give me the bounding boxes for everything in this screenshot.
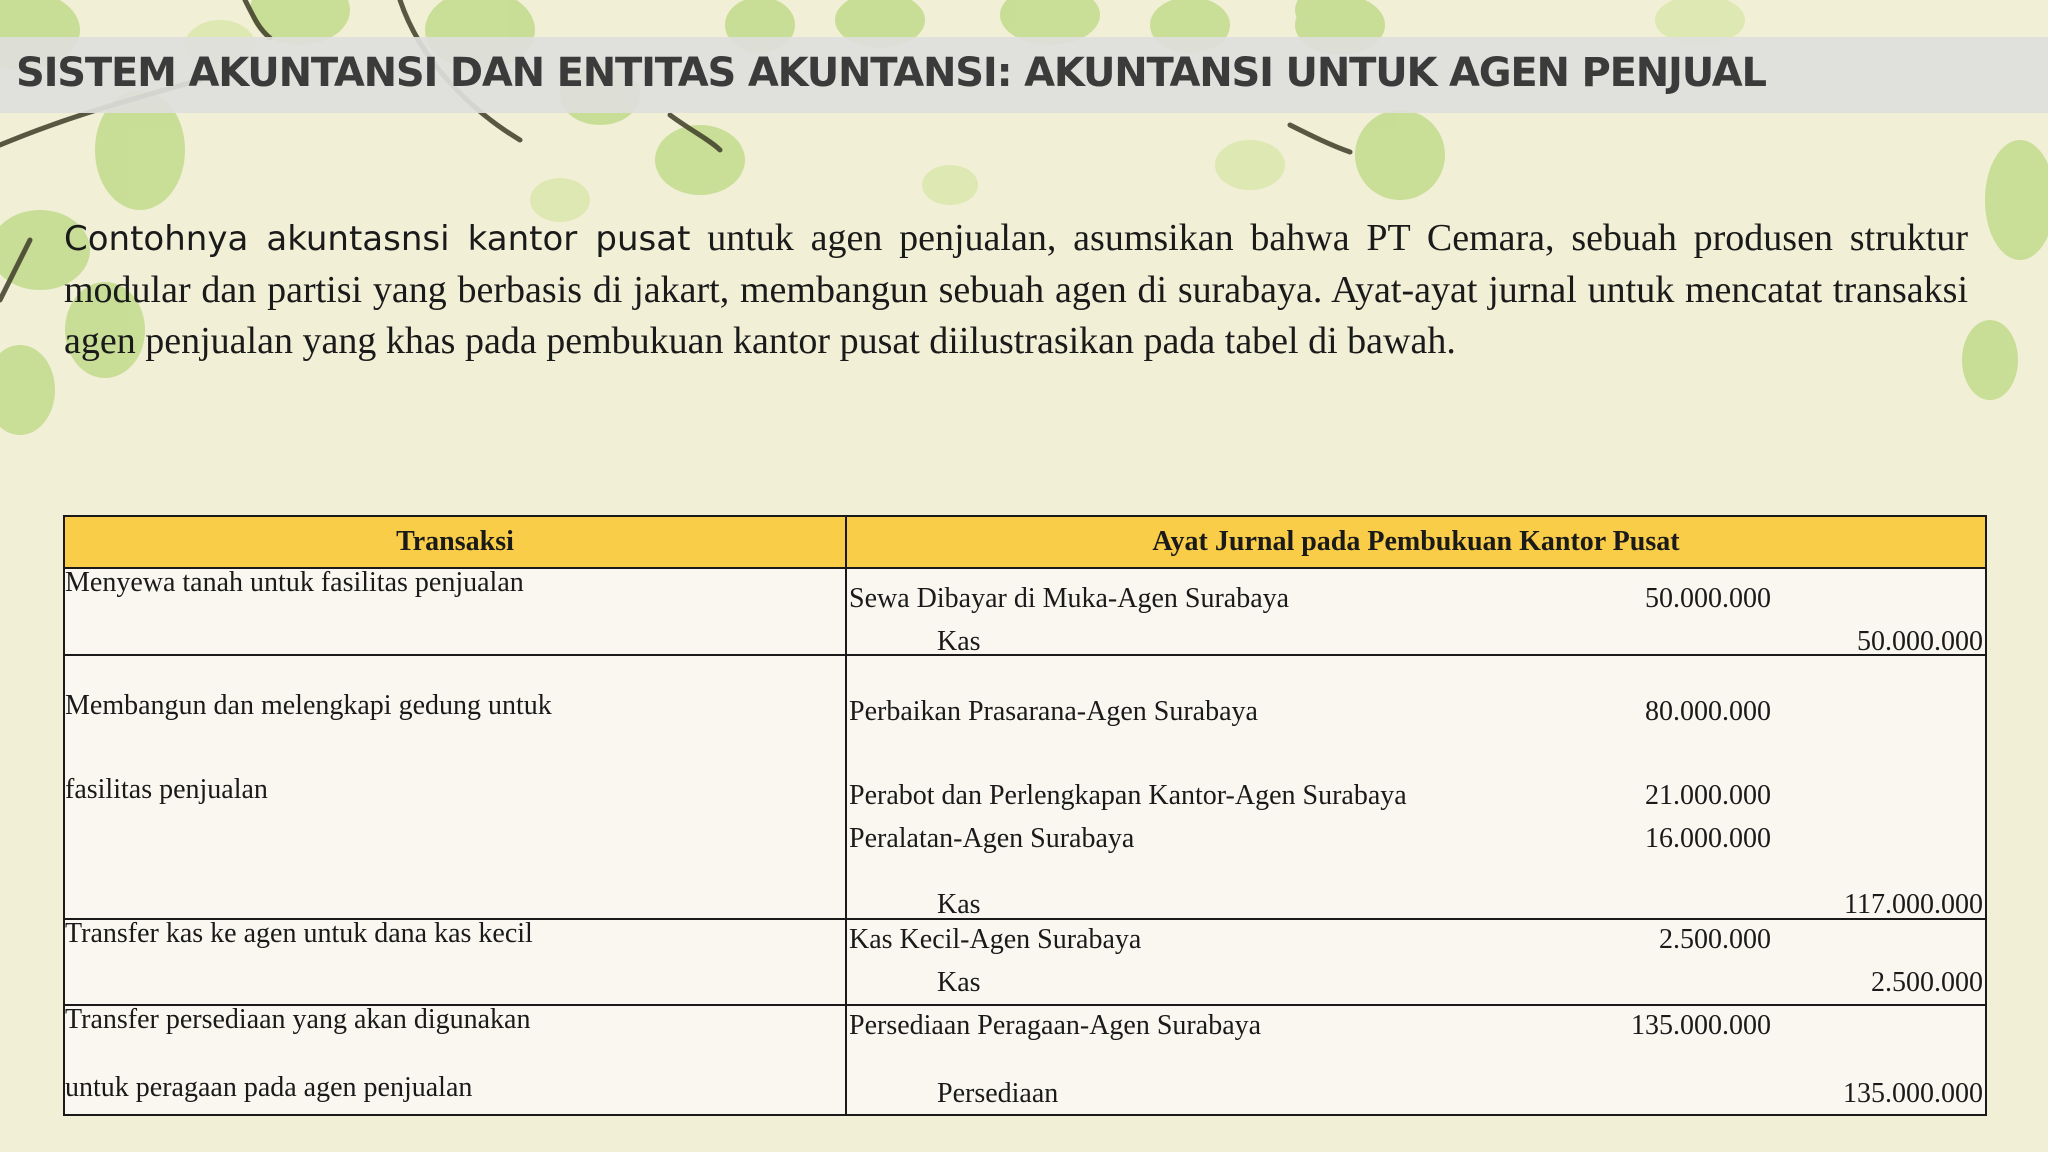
debit-amount: 21.000.000 (1645, 780, 1771, 811)
entry-line (847, 780, 1985, 811)
account-name: Persediaan Peragaan-Agen Surabaya (849, 1010, 1262, 1041)
account-name: Kas Kecil-Agen Surabaya (849, 924, 1142, 955)
table-row (64, 568, 1986, 655)
account-name: Peralatan-Agen Surabaya (849, 823, 1135, 854)
transaction-text: Transfer persediaan yang akan digunakan (65, 1004, 531, 1035)
debit-amount: 135.000.000 (1631, 1010, 1771, 1041)
journal-cell (846, 568, 1986, 655)
entry-line (847, 1078, 1985, 1109)
credit-amount: 50.000.000 (1857, 626, 1983, 657)
debit-amount: 80.000.000 (1645, 696, 1771, 727)
journal-entry (847, 1006, 1985, 1109)
account-name: Kas (937, 967, 981, 998)
entry-line (847, 967, 1985, 998)
transaction-text: untuk peragaan pada agen penjualan (65, 1072, 473, 1103)
account-name: Perabot dan Perlengkapan Kantor-Agen Surabaya (849, 780, 1407, 811)
entry-line (847, 583, 1985, 614)
intro-paragraph (64, 213, 1968, 367)
journal-cell (846, 655, 1986, 919)
credit-amount: 2.500.000 (1871, 967, 1983, 998)
entry-line (847, 626, 1985, 657)
credit-amount: 117.000.000 (1844, 889, 1983, 920)
account-name: Kas (937, 889, 981, 920)
intro-rest: untuk agen penjualan, asumsikan bahwa PT Cemara, sebuah produsen struktur modular dan partisi yang berbasis di jakart, membangun sebuah agen di surabaya. Ayat-ayat jurnal untuk mencatat transaksi agen penjualan yang khas pada pembukuan kantor pusat diilustrasikan pada tabel di bawah. (64, 217, 1968, 362)
entry-line (847, 889, 1985, 920)
entry-line (847, 1010, 1985, 1041)
header-journal: Ayat Jurnal pada Pembukuan Kantor Pusat (846, 516, 1986, 568)
journal-cell (846, 919, 1986, 1005)
debit-amount: 2.500.000 (1659, 924, 1771, 955)
entry-line (847, 924, 1985, 955)
account-name: Persediaan (937, 1078, 1059, 1109)
journal-entry (847, 656, 1985, 920)
account-name: Sewa Dibayar di Muka-Agen Surabaya (849, 583, 1290, 614)
journal-cell (846, 1005, 1986, 1115)
credit-amount: 135.000.000 (1843, 1078, 1983, 1109)
transaction-text: Menyewa tanah untuk fasilitas penjualan (65, 567, 524, 598)
account-name: Perbaikan Prasarana-Agen Surabaya (849, 696, 1258, 727)
journal-entry (847, 569, 1985, 657)
table-row (64, 655, 1986, 919)
table-row (64, 919, 1986, 1005)
entry-line (847, 823, 1985, 854)
transaction-cell (64, 919, 846, 1005)
slide-title: SISTEM AKUNTANSI DAN ENTITAS AKUNTANSI: AKUNTANSI UNTUK AGEN PENJUAL (16, 50, 1766, 96)
journal-entry (847, 920, 1985, 998)
table-header-row (64, 516, 1986, 568)
transaction-text: Membangun dan melengkapi gedung untuk (65, 690, 552, 721)
transaction-cell (64, 655, 846, 919)
journal-table (63, 515, 1987, 1116)
account-name: Kas (937, 626, 981, 657)
entry-line (847, 696, 1985, 727)
transaction-text: fasilitas penjualan (65, 774, 268, 805)
transaction-text: Transfer kas ke agen untuk dana kas kecil (65, 918, 533, 949)
transaction-cell (64, 1005, 846, 1115)
header-transaction: Transaksi (64, 516, 846, 568)
debit-amount: 16.000.000 (1645, 823, 1771, 854)
intro-lead: Contohnya akuntasnsi kantor pusat (64, 219, 691, 259)
table-row (64, 1005, 1986, 1115)
debit-amount: 50.000.000 (1645, 583, 1771, 614)
transaction-cell (64, 568, 846, 655)
